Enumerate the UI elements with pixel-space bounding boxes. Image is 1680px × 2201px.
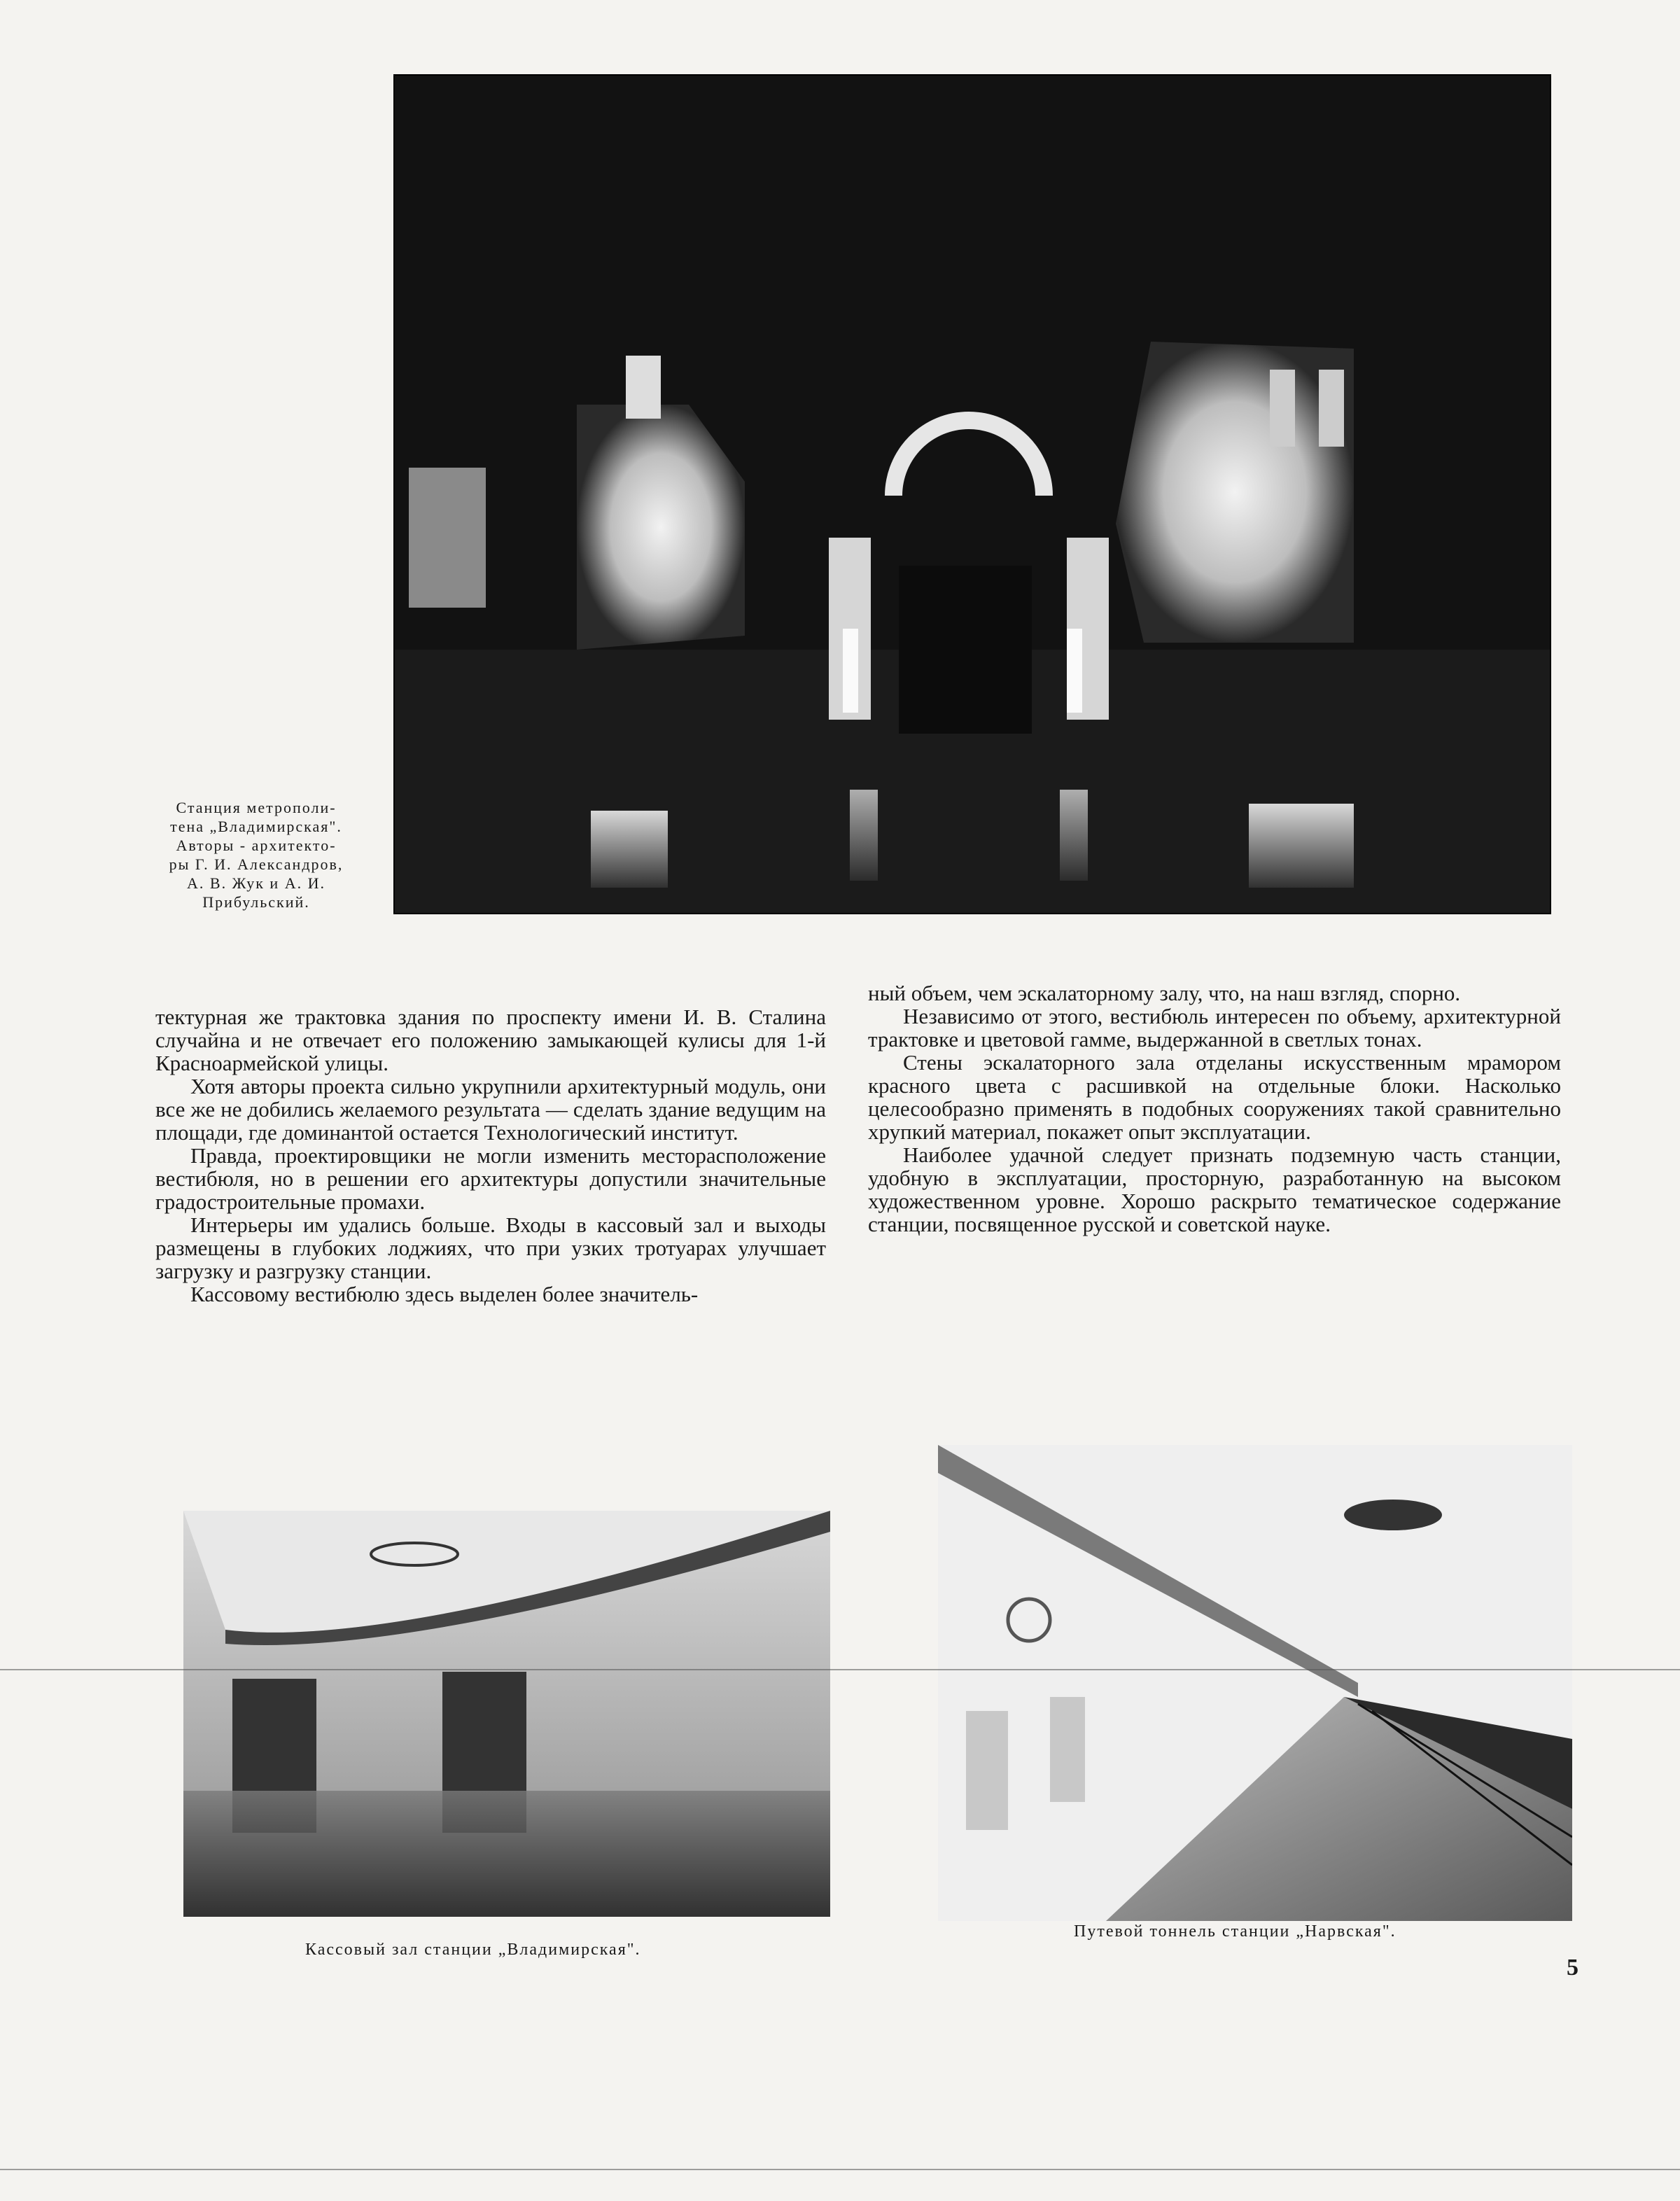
caption-line: Прибульский. (202, 893, 310, 911)
paragraph: Интерьеры им удались больше. Входы в кассовый зал и выходы размещены в глубоких лоджиях, что при узких тротуарах улучшает загрузку и разгрузку станции. (155, 1213, 826, 1283)
caption-line: тена „Владимирская". (170, 818, 342, 835)
station-vladimirskaya-night-photo (393, 74, 1551, 914)
page-number: 5 (1567, 1955, 1578, 1980)
ticket-hall-illustration (183, 1511, 830, 1917)
caption-line: Авторы - архитекто- (176, 837, 337, 854)
caption-line: Станция метрополи- (176, 799, 337, 816)
paragraph: Хотя авторы проекта сильно укрупнили архитектурный модуль, они все же не добились желаемого результата — сделать здание ведущим на площади, где доминантой остается Технологический институт. (155, 1074, 826, 1145)
paragraph: тектурная же трактовка здания по проспекту имени И. В. Сталина случайна и не отвечает его положению замыкающей кулисы для 1-й Красноармейской улицы. (155, 1005, 826, 1075)
top-photo-caption (137, 798, 375, 911)
paragraph: Кассовому вестибюлю здесь выделен более значитель- (190, 1282, 699, 1306)
caption-line: А. В. Жук и А. И. (187, 874, 326, 892)
ticket-hall-photo (183, 1511, 830, 1917)
night-facade-illustration (395, 76, 1550, 913)
article-right-column (868, 981, 1561, 1236)
caption-line: ры Г. И. Александров, (169, 855, 344, 873)
scan-artifact-line (0, 2169, 1680, 2170)
track-tunnel-illustration (938, 1445, 1572, 1921)
paragraph: Независимо от этого, вестибюль интересен по объему, архитектурной трактовке и цветовой гамме, выдержанной в светлых тонах. (868, 1004, 1561, 1051)
paragraph: Правда, проектировщики не могли изменить месторасположение вестибюля, но в решении его архитектуры допустили значительные градостроительные промахи. (155, 1143, 826, 1214)
paragraph: Стены эскалаторного зала отделаны искусственным мрамором красного цвета с расшивкой на отдельные блоки. Насколько целесообразно применять в подобных сооружениях такой сравнительно хрупкий материал, покажет опыт эксплуатации. (868, 1050, 1561, 1144)
paragraph: ный объем, чем эскалаторному залу, что, на наш взгляд, спорно. (868, 981, 1461, 1005)
ticket-hall-caption: Кассовый зал станции „Владимирская". (305, 1941, 641, 1959)
track-tunnel-photo (938, 1445, 1572, 1921)
article-left-column (155, 1005, 826, 1306)
scan-artifact-line (0, 1669, 1680, 1670)
track-tunnel-caption: Путевой тоннель станции „Нарвская". (1074, 1922, 1396, 1941)
paragraph: Наиболее удачной следует признать подземную часть станции, удобную в эксплуатации, просторную, разработанную на высоком художественном уровне. Хорошо раскрыто тематическое содержание станции, посвященное русской и советской науке. (868, 1143, 1561, 1236)
